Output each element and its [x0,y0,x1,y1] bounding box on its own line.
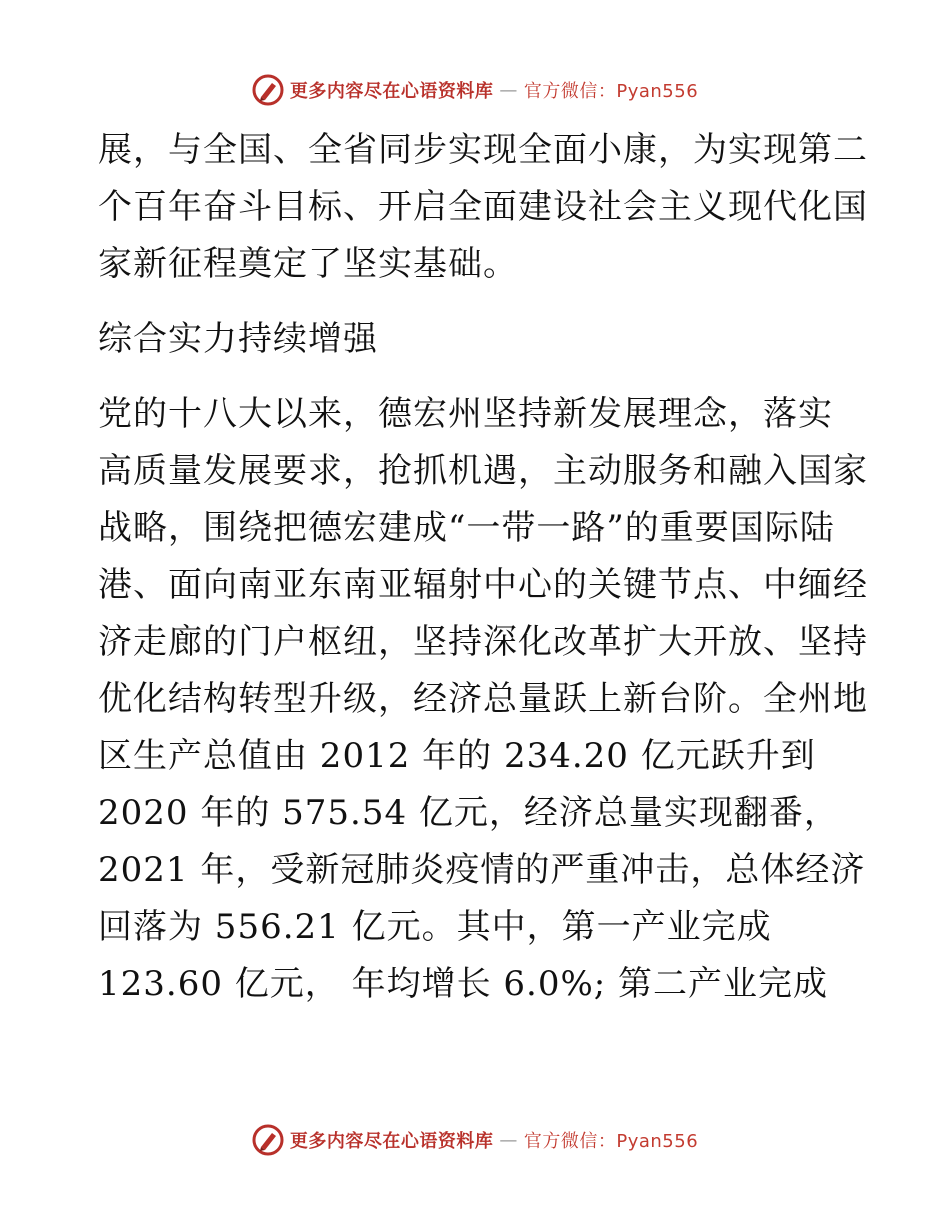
watermark-wechat-text: 官方微信：Pyan556 [523,81,699,102]
text-line: 回落为 556.21 亿元。其中，第一产业完成 [98,907,772,947]
watermark-main-text: 更多内容尽在心语资料库 [289,1131,494,1152]
paragraph-economy [98,386,868,1013]
text-line: 港、面向南亚东南亚辐射中心的关键节点、中缅经 [98,565,868,605]
watermark-main-text: 更多内容尽在心语资料库 [289,81,494,102]
watermark-wechat-text: 官方微信：Pyan556 [523,1131,699,1152]
text-line: 战略，围绕把德宏建成“一带一路”的重要国际陆 [98,508,835,548]
header-watermark [0,68,950,112]
text-line: 党的十八大以来，德宏州坚持新发展理念，落实 [98,394,833,434]
text-line: 展，与全国、全省同步实现全面小康，为实现第二 [98,130,868,170]
pen-logo-icon [252,74,284,106]
text-line: 优化结构转型升级，经济总量跃上新台阶。全州地 [98,679,868,719]
text-line: 2021 年，受新冠肺炎疫情的严重冲击，总体经济 [98,850,866,890]
text-line: 个百年奋斗目标、开启全面建设社会主义现代化国 [98,187,868,227]
section-heading: 综合实力持续增强 [98,319,378,359]
paragraph-continuation [98,122,868,293]
pen-logo-icon [252,1124,284,1156]
text-line: 2020 年的 575.54 亿元，经济总量实现翻番， [98,793,839,833]
text-line: 123.60 亿元， 年均增长 6.0%; 第二产业完成 [98,964,829,1004]
text-line: 济走廊的门户枢纽，坚持深化改革扩大开放、坚持 [98,622,868,662]
document-body [98,122,868,1013]
text-line: 家新征程奠定了坚实基础。 [98,244,518,284]
text-line: 高质量发展要求，抢抓机遇，主动服务和融入国家 [98,451,868,491]
watermark-dash: — [499,79,518,101]
watermark-dash: — [499,1129,518,1151]
footer-watermark [0,1118,950,1162]
text-line: 区生产总值由 2012 年的 234.20 亿元跃升到 [98,736,816,776]
